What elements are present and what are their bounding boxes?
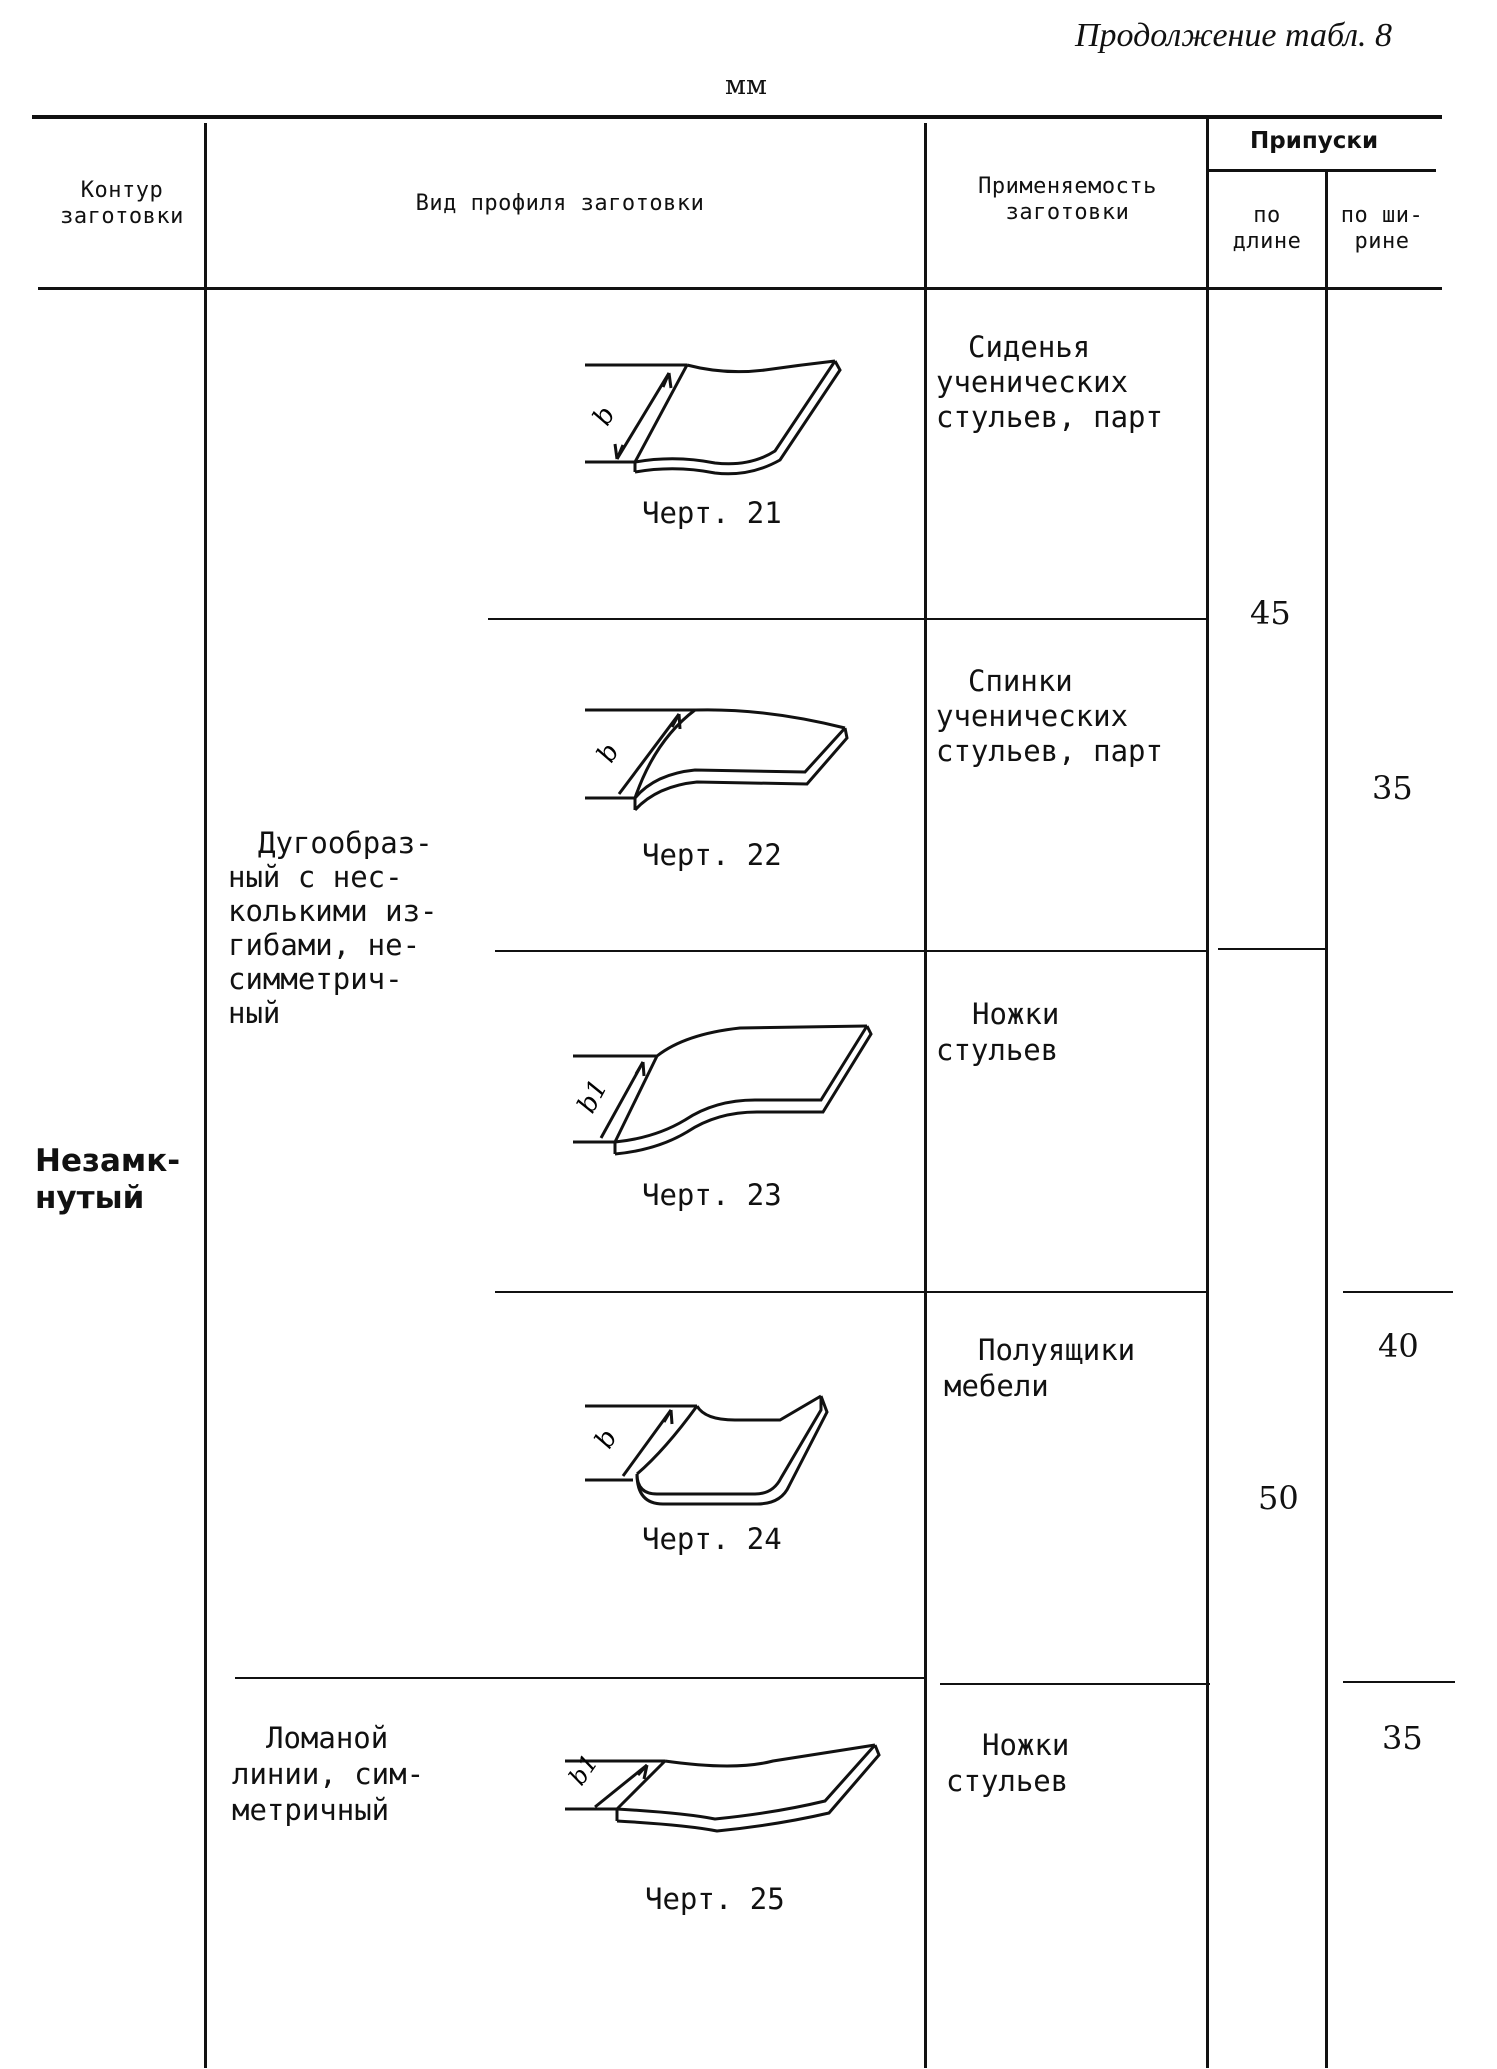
length-value-50: 50 (1258, 1479, 1299, 1517)
header-usage: Применяемость заготовки (978, 174, 1157, 225)
figure-label-23: Черт. 23 (642, 1178, 782, 1212)
row-sep-1-usage (927, 618, 1207, 620)
row-sep-3-profile (495, 1291, 925, 1293)
allowances-subrule (1208, 169, 1436, 172)
contour-value: Незамк- нутый (35, 1143, 181, 1216)
row-sep-2-length (1218, 948, 1325, 950)
usage-row-23: Ножки стульев (936, 997, 1060, 1067)
profile-group-broken: Ломаной линии, сим- метричный (232, 1721, 425, 1827)
length-value-45: 45 (1250, 594, 1291, 632)
row-sep-4-usage (940, 1683, 1210, 1685)
dimension-label-b: b (589, 1424, 624, 1454)
figure-label-22: Черт. 22 (642, 838, 782, 872)
width-value-35-a: 35 (1372, 769, 1413, 807)
row-sep-4-width (1343, 1681, 1455, 1683)
profile-drawing-22 (575, 700, 865, 825)
row-sep-3-usage (927, 1291, 1207, 1293)
col-divider-1 (204, 123, 207, 2068)
usage-row-25: Ножки стульев (946, 1728, 1070, 1798)
col-divider-3 (1206, 119, 1209, 2068)
row-sep-2-width (1325, 948, 1327, 950)
continuation-caption: Продолжение табл. 8 (1075, 17, 1393, 54)
profile-drawing-24 (575, 1390, 845, 1515)
row-sep-2-profile (495, 950, 925, 952)
profile-drawing-25 (555, 1735, 895, 1845)
row-sep-2-usage (927, 950, 1207, 952)
figure-label-25: Черт. 25 (645, 1882, 785, 1916)
header-allowances: Припуски (1250, 128, 1379, 154)
row-sep-4-profile (235, 1677, 925, 1679)
header-bottom-rule (38, 287, 1442, 290)
col-divider-2 (924, 123, 927, 2068)
dimension-label-b1: b1 (563, 1749, 604, 1791)
usage-row-22: Спинки ученических стульев, парт (936, 664, 1163, 768)
figure-label-21: Черт. 21 (642, 496, 782, 530)
header-by-length: по длине (1232, 203, 1302, 254)
dimension-label-b1: b1 (572, 1074, 615, 1119)
header-contour: Контур заготовки (60, 178, 184, 229)
header-by-width: по ши- рине (1340, 203, 1424, 254)
figure-label-24: Черт. 24 (642, 1522, 782, 1556)
col-divider-4 (1325, 169, 1328, 2068)
width-value-35-b: 35 (1382, 1719, 1423, 1757)
header-profile: Вид профиля заготовки (415, 191, 705, 216)
profile-group-arc: Дугообраз- ный с нес- колькими из- гибами, не- симметрич- ный (228, 826, 438, 1030)
row-sep-1-profile (488, 618, 925, 620)
profile-drawing-23 (565, 1020, 885, 1160)
width-value-40: 40 (1378, 1327, 1419, 1365)
usage-row-21: Сиденья ученических стульев, парт (936, 330, 1163, 434)
table-top-rule (32, 115, 1442, 119)
usage-row-24: Полуящики мебели (944, 1333, 1136, 1403)
unit-label: мм (725, 70, 768, 101)
dimension-label-b: b (587, 401, 622, 431)
dimension-label-b: b (591, 738, 626, 768)
profile-drawing-21 (575, 355, 855, 480)
row-sep-3-width (1343, 1291, 1453, 1293)
